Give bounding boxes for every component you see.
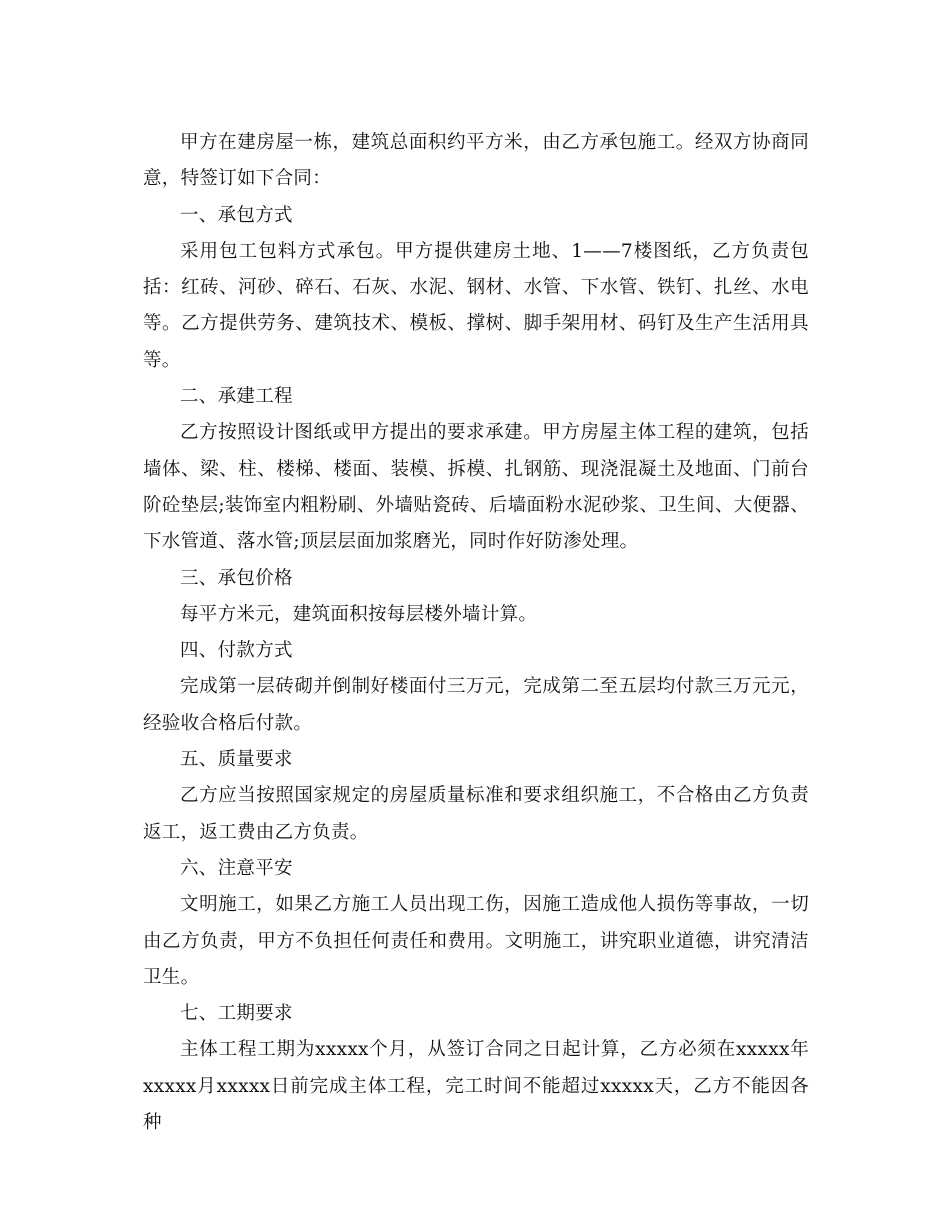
construction-scope-paragraph: 乙方按照设计图纸或甲方提出的要求承建。甲方房屋主体工程的建筑，包括墙体、梁、柱、楼梯、楼面、装模、拆模、扎钢筋、现浇混凝土及地面、门前台阶砼垫层;装饰室内粗粉刷、外墙贴瓷砖、后墙面粉水泥砂浆、卫生间、大便器、下水管道、落水管;顶层层面加浆磨光，同时作好防渗处理。 [143, 422, 809, 553]
payment-method-paragraph: 完成第一层砖砌并倒制好楼面付三万元，完成第二至五层均付款三万元元，经验收合格后付款。 [143, 676, 809, 734]
contract-intro-paragraph: 甲方在建房屋一栋，建筑总面积约平方米，由乙方承包施工。经双方协商同意，特签订如下合同： [143, 132, 809, 190]
contract-price-paragraph: 每平方米元，建筑面积按每层楼外墙计算。 [180, 603, 538, 625]
section-heading-contract-method: 一、承包方式 [180, 204, 293, 226]
section-heading-contract-price: 三、承包价格 [180, 567, 293, 589]
section-heading-quality-requirements: 五、质量要求 [180, 749, 293, 771]
safety-paragraph: 文明施工，如果乙方施工人员出现工伤，因施工造成他人损伤等事故，一切由乙方负责，甲方不负担任何责任和费用。文明施工，讲究职业道德，讲究清洁卫生。 [143, 894, 809, 988]
section-heading-construction-scope: 二、承建工程 [180, 386, 293, 408]
quality-requirements-paragraph: 乙方应当按照国家规定的房屋质量标准和要求组织施工，不合格由乙方负责返工，返工费由乙方负责。 [143, 785, 809, 843]
contract-method-paragraph: 采用包工包料方式承包。甲方提供建房土地、1——7楼图纸，乙方负责包括：红砖、河砂、碎石、石灰、水泥、钢材、水管、下水管、铁钉、扎丝、水电等。乙方提供劳务、建筑技术、模板、撑树、脚手架用材、码钉及生产生活用具等。 [143, 240, 809, 371]
section-heading-payment-method: 四、付款方式 [180, 640, 293, 662]
schedule-paragraph: 主体工程工期为xxxxx个月，从签订合同之日起计算，乙方必须在xxxxx年xxxxx月xxxxx日前完成主体工程，完工时间不能超过xxxxx天，乙方不能因各种 [143, 1039, 809, 1134]
document-page [143, 125, 809, 1141]
section-heading-safety: 六、注意平安 [180, 857, 293, 879]
section-heading-schedule: 七、工期要求 [180, 1003, 293, 1025]
